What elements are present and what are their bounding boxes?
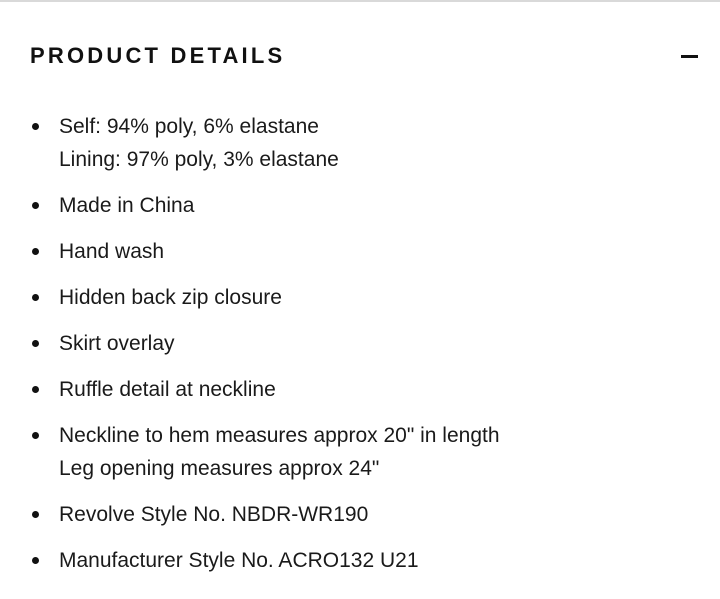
- section-title: PRODUCT DETAILS: [30, 43, 286, 68]
- list-item: [30, 110, 690, 176]
- detail-text: Made in China: [59, 194, 195, 217]
- detail-text: Hand wash: [59, 240, 165, 263]
- detail-text: Manufacturer Style No. ACRO132 U21: [59, 549, 419, 572]
- bullet-icon: [32, 511, 39, 518]
- bullet-icon: [32, 432, 39, 439]
- detail-text: Ruffle detail at neckline: [59, 378, 276, 401]
- list-item: [30, 189, 690, 222]
- product-details-list: [30, 110, 690, 590]
- detail-text: Neckline to hem measures approx 20" in length: [59, 424, 500, 447]
- detail-text: Lining: 97% poly, 3% elastane: [59, 148, 339, 171]
- detail-text: Revolve Style No. NBDR-WR190: [59, 503, 369, 526]
- list-item: [30, 281, 690, 314]
- detail-text: Leg opening measures approx 24": [59, 457, 380, 480]
- bullet-icon: [32, 202, 39, 209]
- detail-text: Skirt overlay: [59, 332, 175, 355]
- top-divider: [0, 0, 720, 2]
- list-item: [30, 498, 690, 531]
- product-details-accordion-header[interactable]: [30, 40, 700, 72]
- bullet-icon: [32, 386, 39, 393]
- bullet-icon: [32, 557, 39, 564]
- bullet-icon: [32, 123, 39, 130]
- bullet-icon: [32, 248, 39, 255]
- bullet-icon: [32, 294, 39, 301]
- list-item: [30, 544, 690, 577]
- detail-text: Hidden back zip closure: [59, 286, 282, 309]
- list-item: [30, 373, 690, 406]
- bullet-icon: [32, 340, 39, 347]
- minus-icon[interactable]: [678, 45, 700, 67]
- list-item: [30, 419, 690, 485]
- detail-text: Self: 94% poly, 6% elastane: [59, 115, 319, 138]
- list-item: [30, 235, 690, 268]
- list-item: [30, 327, 690, 360]
- minus-icon-bar: [681, 55, 698, 58]
